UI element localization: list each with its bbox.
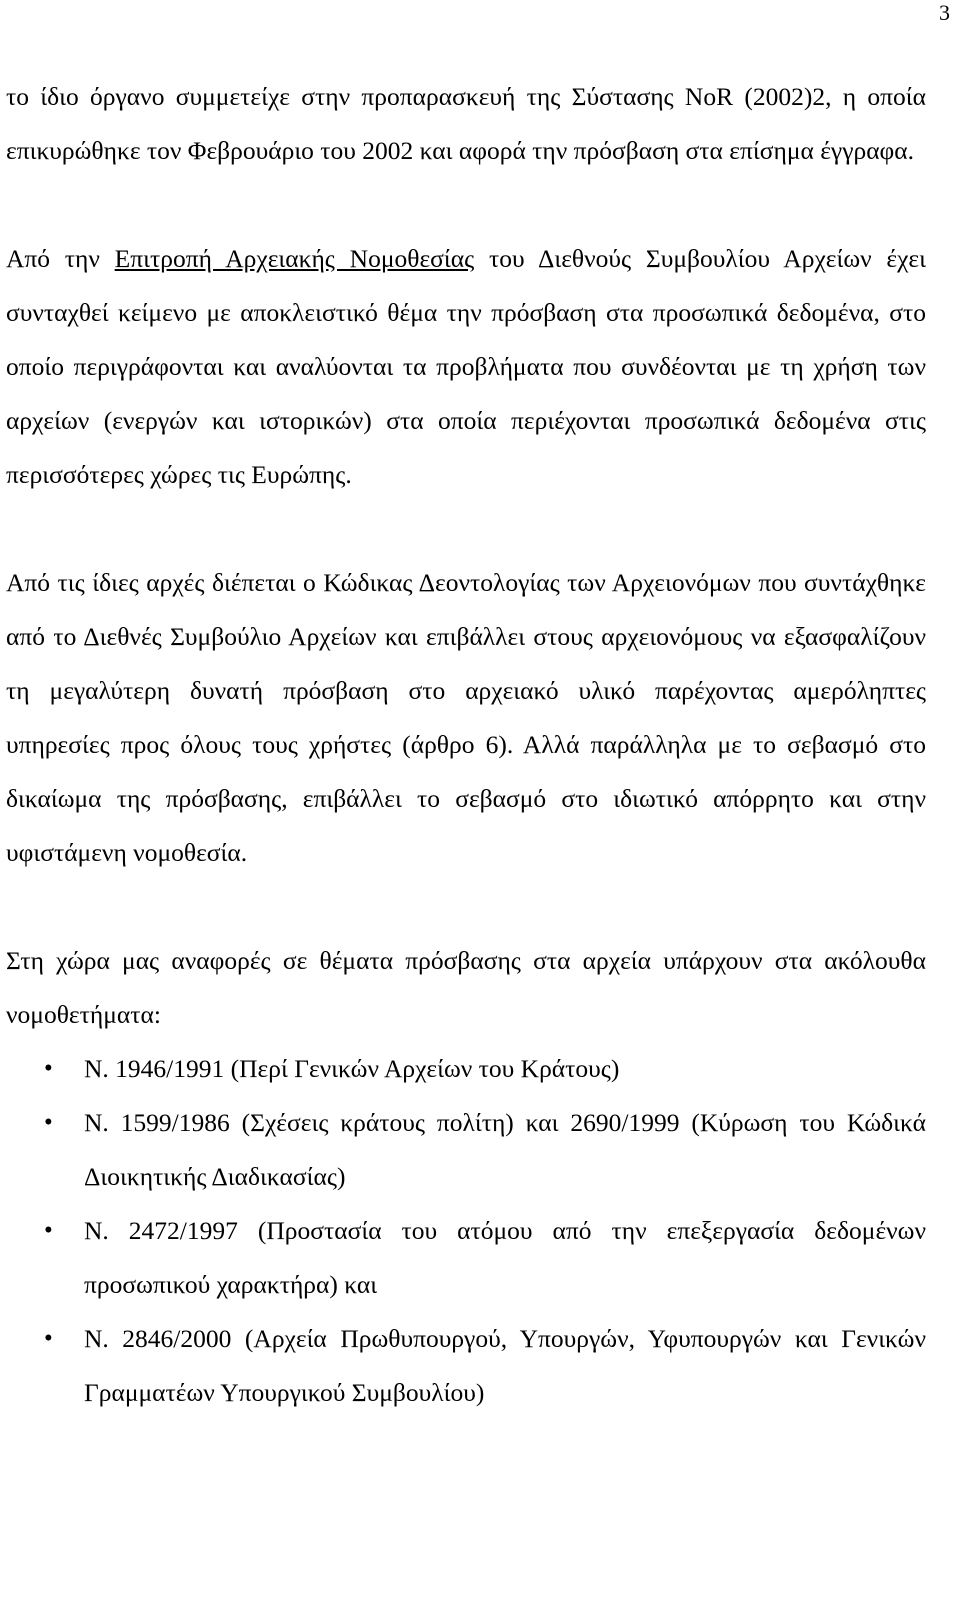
list-item-text: Ν. 1599/1986 (Σχέσεις κράτους πολίτη) και 2690/1999 (Κύρωση του Κώδικά Διοικητικής Διαδικασίας) [84,1108,926,1191]
paragraph-text: Από την [6,244,115,273]
list-item [6,1096,926,1204]
paragraph-code-of-ethics: Από τις ίδιες αρχές διέπεται ο Κώδικας Δεοντολογίας των Αρχειονόμων που συντάχθηκε από το Διεθνές Συμβούλιο Αρχείων και επιβάλλει στους αρχειονόμους να εξασφαλίζουν τη μεγαλύτερη δυνατή πρόσβαση στο αρχειακό υλικό παρέχοντας αμερόληπτες υπηρεσίες προς όλους τους χρήστες (άρθρο 6). Αλλά παράλληλα με το σεβασμό στο δικαίωμα της πρόσβασης, επιβάλλει το σεβασμό στο ιδιωτικό απόρρητο και στην υφιστάμενη νομοθεσία. [6,568,926,867]
laws-list [6,1042,926,1420]
paragraph-recommendation: το ίδιο όργανο συμμετείχε στην προπαρασκευή της Σύστασης NoR (2002)2, η οποία επικυρώθηκε τον Φεβρουάριο του 2002 και αφορά την πρόσβαση στα επίσημα έγγραφα. [6,82,926,165]
document-body [6,70,926,1420]
list-item-text: Ν. 2472/1997 (Προστασία του ατόμου από την επεξεργασία δεδομένων προσωπικού χαρακτήρα) και [84,1216,926,1299]
list-item [6,1042,926,1096]
page-number: 3 [939,0,950,25]
bullet-icon: • [44,1217,53,1244]
bullet-icon: • [44,1109,53,1136]
list-item [6,1204,926,1312]
bullet-icon: • [44,1055,53,1082]
list-item-text: Ν. 2846/2000 (Αρχεία Πρωθυπουργού, Υπουργών, Υφυπουργών και Γενικών Γραμματέων Υπουργικού Συμβουλίου) [84,1324,926,1407]
legislation-intro: Στη χώρα μας αναφορές σε θέματα πρόσβασης στα αρχεία υπάρχουν στα ακόλουθα νομοθετήματα: [6,946,926,1029]
paragraph-archival-legislation [6,232,926,502]
paragraph-text: του Διεθνούς Συμβουλίου Αρχείων έχει συνταχθεί κείμενο με αποκλειστικό θέμα την πρόσβαση στα προσωπικά δεδομένα, στο οποίο περιγράφονται και αναλύονται τα προβλήματα που συνδέονται με τη χρήση των αρχείων (ενεργών και ιστορικών) στα οποία περιέχονται προσωπικά δεδομένα στις περισσότερες χώρες τις Ευρώπης. [6,244,926,489]
list-item-text: Ν. 1946/1991 (Περί Γενικών Αρχείων του Κράτους) [84,1054,620,1083]
committee-link[interactable]: Επιτροπή Αρχειακής Νομοθεσίας [114,244,475,273]
list-item [6,1312,926,1420]
bullet-icon: • [44,1325,53,1352]
paragraph-legislation-list [6,934,926,1420]
